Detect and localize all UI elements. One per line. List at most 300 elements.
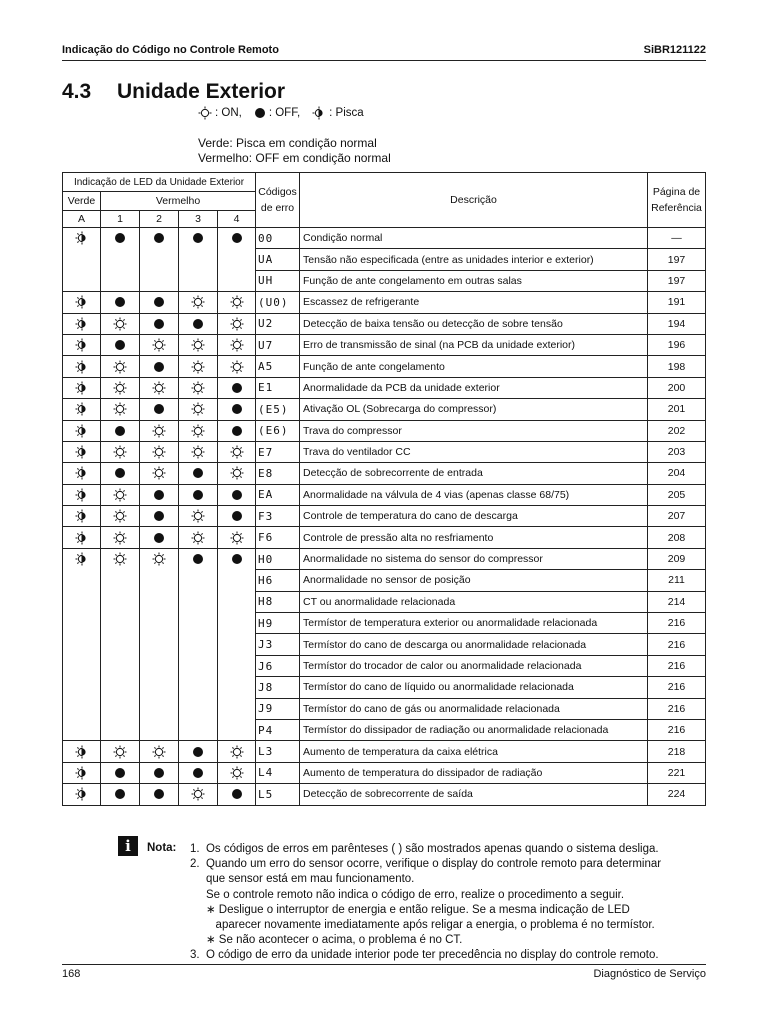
led-cell <box>140 741 179 762</box>
led-on-icon <box>101 531 139 545</box>
led-cell <box>179 334 218 355</box>
table-row <box>63 741 706 762</box>
reference-page: 191 <box>648 292 706 313</box>
led-off-icon <box>179 467 217 479</box>
led-on-icon <box>101 360 139 374</box>
led-off-icon <box>218 232 255 244</box>
led-cell <box>218 570 256 591</box>
led-off-icon <box>218 403 255 415</box>
table-row <box>63 548 706 569</box>
led-cell <box>218 463 256 484</box>
intro-green: Verde: Pisca em condição normal <box>198 136 377 150</box>
led-cell <box>140 527 179 548</box>
led-cell <box>140 719 179 740</box>
led-off-icon <box>218 510 255 522</box>
table-row <box>63 228 706 249</box>
led-cell <box>218 441 256 462</box>
reference-page: 196 <box>648 334 706 355</box>
led-off-icon <box>218 788 255 800</box>
led-cell <box>140 399 179 420</box>
led-off-icon <box>179 489 217 501</box>
reference-page: 194 <box>648 313 706 334</box>
error-description: Controle de pressão alta no resfriamento <box>300 527 648 548</box>
intro-red: Vermelho: OFF em condição normal <box>198 151 391 165</box>
error-code: (E6) <box>256 420 300 441</box>
table-row <box>63 399 706 420</box>
led-off-icon <box>179 746 217 758</box>
led-cell <box>101 249 140 270</box>
error-code: EA <box>256 484 300 505</box>
led-cell <box>179 463 218 484</box>
led-on-icon <box>140 424 178 438</box>
error-code: A5 <box>256 356 300 377</box>
table-row <box>63 634 706 655</box>
reference-page: 205 <box>648 484 706 505</box>
led-off-icon <box>101 788 139 800</box>
reference-page: 198 <box>648 356 706 377</box>
led-cell <box>218 249 256 270</box>
error-code: H9 <box>256 613 300 634</box>
error-code: J6 <box>256 655 300 676</box>
table-row <box>63 420 706 441</box>
error-description: Tensão não especificada (entre as unidades interior e exterior) <box>300 249 648 270</box>
table-row <box>63 334 706 355</box>
error-code: (E5) <box>256 399 300 420</box>
led-cell <box>63 548 101 569</box>
led-on-icon <box>179 445 217 459</box>
led-cell <box>218 591 256 612</box>
led-cell <box>140 356 179 377</box>
led-cell <box>218 506 256 527</box>
reference-page: 197 <box>648 270 706 291</box>
led-off-icon <box>140 788 178 800</box>
led-on-icon <box>140 338 178 352</box>
led-cell <box>101 698 140 719</box>
reference-page: 216 <box>648 655 706 676</box>
led-cell <box>218 356 256 377</box>
led-off-icon <box>101 767 139 779</box>
off-icon <box>254 107 266 119</box>
led-cell <box>140 591 179 612</box>
led-cell <box>179 613 218 634</box>
led-cell <box>140 377 179 398</box>
led-blink-icon <box>63 381 100 395</box>
reference-page: 216 <box>648 719 706 740</box>
error-code: F3 <box>256 506 300 527</box>
error-code: U2 <box>256 313 300 334</box>
led-cell <box>101 655 140 676</box>
table-row <box>63 655 706 676</box>
led-cell <box>218 484 256 505</box>
led-cell <box>63 741 101 762</box>
led-on-icon <box>218 360 255 374</box>
page-footer <box>62 968 706 980</box>
led-blink-icon <box>63 488 100 502</box>
led-cell <box>101 334 140 355</box>
error-code: 00 <box>256 228 300 249</box>
table-row <box>63 463 706 484</box>
error-code: U7 <box>256 334 300 355</box>
led-cell <box>140 784 179 805</box>
led-cell <box>179 356 218 377</box>
reference-page: — <box>648 228 706 249</box>
led-on-icon <box>140 381 178 395</box>
error-description: Trava do compressor <box>300 420 648 441</box>
led-on-icon <box>101 509 139 523</box>
led-cell <box>63 784 101 805</box>
page-header <box>62 44 706 58</box>
header-page: Página de Referência <box>648 173 706 228</box>
led-cell <box>179 677 218 698</box>
error-description: Termístor do cano de gás ou anormalidade relacionada <box>300 698 648 719</box>
led-cell <box>101 634 140 655</box>
led-cell <box>218 399 256 420</box>
footer-right: Diagnóstico de Serviço <box>593 968 706 980</box>
table-row <box>63 356 706 377</box>
led-cell <box>101 506 140 527</box>
reference-page: 216 <box>648 634 706 655</box>
led-cell <box>101 591 140 612</box>
led-cell <box>101 441 140 462</box>
note-item: 2. Quando um erro do sensor ocorre, verifique o display do controle remoto para determinar <box>190 858 662 871</box>
error-code: H6 <box>256 570 300 591</box>
error-description: Função de ante congelamento em outras salas <box>300 270 648 291</box>
led-on-icon <box>218 317 255 331</box>
error-code: J3 <box>256 634 300 655</box>
led-cell <box>179 441 218 462</box>
led-cell <box>218 719 256 740</box>
led-on-icon <box>179 295 217 309</box>
led-cell <box>101 420 140 441</box>
led-cell <box>218 420 256 441</box>
error-code: E7 <box>256 441 300 462</box>
led-blink-icon <box>63 445 100 459</box>
led-off-icon <box>101 339 139 351</box>
led-cell <box>140 228 179 249</box>
error-code: H8 <box>256 591 300 612</box>
table-row <box>63 613 706 634</box>
note-item: 1. Os códigos de erros em parênteses ( ) são mostrados apenas quando o sistema desliga. <box>190 843 659 855</box>
led-on-icon <box>101 552 139 566</box>
error-code: H0 <box>256 548 300 569</box>
table-row <box>63 506 706 527</box>
led-cell <box>140 762 179 783</box>
led-on-icon <box>218 338 255 352</box>
led-blink-icon <box>63 317 100 331</box>
led-legend <box>198 106 364 120</box>
section-title <box>62 80 285 104</box>
led-off-icon <box>179 553 217 565</box>
error-description: Termístor do cano de descarga ou anormalidade relacionada <box>300 634 648 655</box>
led-cell <box>218 228 256 249</box>
led-cell <box>63 292 101 313</box>
led-cell <box>63 484 101 505</box>
error-description: Detecção de sobrecorrente de saída <box>300 784 648 805</box>
led-cell <box>63 399 101 420</box>
led-on-icon <box>218 445 255 459</box>
led-on-icon <box>218 766 255 780</box>
led-cell <box>218 334 256 355</box>
header-right: SiBR121122 <box>643 44 706 56</box>
led-cell <box>179 570 218 591</box>
led-cell <box>63 356 101 377</box>
led-on-icon <box>140 745 178 759</box>
led-cell <box>63 313 101 334</box>
led-cell <box>101 292 140 313</box>
led-cell <box>218 613 256 634</box>
error-code: P4 <box>256 719 300 740</box>
led-cell <box>101 527 140 548</box>
led-cell <box>63 719 101 740</box>
note-item: 3. O código de erro da unidade interior pode ter precedência no display do controle remoto. <box>190 949 659 962</box>
led-cell <box>179 506 218 527</box>
led-cell <box>101 313 140 334</box>
header-left: Indicação do Código no Controle Remoto <box>62 44 279 56</box>
led-cell <box>140 655 179 676</box>
led-on-icon <box>179 402 217 416</box>
error-description: Termístor do trocador de calor ou anormalidade relacionada <box>300 655 648 676</box>
error-description: Termístor do cano de líquido ou anormalidade relacionada <box>300 677 648 698</box>
reference-page: 211 <box>648 570 706 591</box>
note-list <box>190 842 710 964</box>
page-number: 168 <box>62 968 81 980</box>
led-cell <box>101 784 140 805</box>
led-cell <box>140 270 179 291</box>
header-1: 1 <box>101 211 140 228</box>
header-codes: Códigos de erro <box>256 173 300 228</box>
led-cell <box>101 741 140 762</box>
led-cell <box>179 762 218 783</box>
header-red: Vermelho <box>101 192 256 211</box>
led-cell <box>101 613 140 634</box>
table-row <box>63 441 706 462</box>
led-cell <box>101 356 140 377</box>
led-cell <box>179 698 218 719</box>
led-cell <box>140 463 179 484</box>
led-cell <box>140 292 179 313</box>
led-cell <box>63 334 101 355</box>
led-code-table <box>62 172 706 806</box>
note-item: aparecer novamente imediatamente após religar a energia, o problema é no termístor. <box>190 919 655 932</box>
led-on-icon <box>101 317 139 331</box>
led-cell <box>101 570 140 591</box>
error-code: UH <box>256 270 300 291</box>
led-cell <box>63 420 101 441</box>
error-code: L4 <box>256 762 300 783</box>
led-cell <box>179 313 218 334</box>
note-item: que sensor está em mau funcionamento. <box>190 873 415 886</box>
reference-page: 197 <box>648 249 706 270</box>
led-cell <box>101 484 140 505</box>
note-item: ∗ Desligue o interruptor de energia e então religue. Se a mesma indicação de LED <box>190 903 630 916</box>
reference-page: 214 <box>648 591 706 612</box>
led-cell <box>140 698 179 719</box>
error-code: (U0) <box>256 292 300 313</box>
led-off-icon <box>101 296 139 308</box>
led-cell <box>218 548 256 569</box>
led-blink-icon <box>63 745 100 759</box>
led-cell <box>63 677 101 698</box>
led-on-icon <box>218 466 255 480</box>
reference-page: 221 <box>648 762 706 783</box>
table-row <box>63 570 706 591</box>
reference-page: 218 <box>648 741 706 762</box>
header-divider <box>62 60 706 61</box>
reference-page: 207 <box>648 506 706 527</box>
led-cell <box>218 784 256 805</box>
led-cell <box>140 634 179 655</box>
note-item: ∗ Se não acontecer o acima, o problema é no CT. <box>190 934 463 947</box>
led-on-icon <box>218 531 255 545</box>
led-cell <box>179 527 218 548</box>
led-blink-icon <box>63 231 100 245</box>
led-cell <box>63 698 101 719</box>
error-code: L5 <box>256 784 300 805</box>
led-off-icon <box>101 425 139 437</box>
led-cell <box>218 270 256 291</box>
led-cell <box>63 613 101 634</box>
table-row <box>63 527 706 548</box>
led-on-icon <box>218 745 255 759</box>
legend-on-label: : ON, <box>215 107 242 119</box>
reference-page: 202 <box>648 420 706 441</box>
led-cell <box>218 655 256 676</box>
led-off-icon <box>218 489 255 501</box>
led-cell <box>179 377 218 398</box>
led-cell <box>179 249 218 270</box>
led-cell <box>101 762 140 783</box>
led-on-icon <box>218 295 255 309</box>
led-cell <box>63 634 101 655</box>
error-description: Anormalidade da PCB da unidade exterior <box>300 377 648 398</box>
led-blink-icon <box>63 295 100 309</box>
led-on-icon <box>140 445 178 459</box>
led-on-icon <box>101 745 139 759</box>
led-off-icon <box>179 232 217 244</box>
note-item: Se o controle remoto não indica o código de erro, realize o procedimento a seguir. <box>190 888 625 901</box>
error-description: Anormalidade no sensor de posição <box>300 570 648 591</box>
led-off-icon <box>140 532 178 544</box>
led-off-icon <box>101 467 139 479</box>
led-on-icon <box>179 531 217 545</box>
led-cell <box>179 719 218 740</box>
section-name: Unidade Exterior <box>117 80 286 103</box>
led-on-icon <box>179 381 217 395</box>
led-on-icon <box>179 338 217 352</box>
header-2: 2 <box>140 211 179 228</box>
led-on-icon <box>140 466 178 480</box>
error-description: Erro de transmissão de sinal (na PCB da unidade exterior) <box>300 334 648 355</box>
error-code: E8 <box>256 463 300 484</box>
error-description: Aumento de temperatura da caixa elétrica <box>300 741 648 762</box>
error-code: J8 <box>256 677 300 698</box>
led-blink-icon <box>63 424 100 438</box>
led-cell <box>218 762 256 783</box>
led-off-icon <box>140 318 178 330</box>
error-description: Trava do ventilador CC <box>300 441 648 462</box>
led-blink-icon <box>63 402 100 416</box>
error-description: Aumento de temperatura do dissipador de radiação <box>300 762 648 783</box>
error-code: J9 <box>256 698 300 719</box>
error-description: Anormalidade na válvula de 4 vias (apenas classe 68/75) <box>300 484 648 505</box>
led-on-icon <box>179 360 217 374</box>
led-cell <box>218 634 256 655</box>
led-cell <box>218 677 256 698</box>
table-row <box>63 377 706 398</box>
header-3: 3 <box>179 211 218 228</box>
table-row <box>63 270 706 291</box>
table-row <box>63 677 706 698</box>
led-cell <box>218 377 256 398</box>
led-cell <box>179 591 218 612</box>
table-row <box>63 762 706 783</box>
led-cell <box>63 570 101 591</box>
led-on-icon <box>179 424 217 438</box>
info-icon: i <box>118 836 138 856</box>
led-cell <box>63 441 101 462</box>
reference-page: 216 <box>648 677 706 698</box>
led-on-icon <box>101 402 139 416</box>
led-cell <box>140 334 179 355</box>
table-row <box>63 591 706 612</box>
led-blink-icon <box>63 338 100 352</box>
header-green: Verde <box>63 192 101 211</box>
led-cell <box>140 548 179 569</box>
led-cell <box>218 313 256 334</box>
led-off-icon <box>140 403 178 415</box>
footer-divider <box>62 964 706 965</box>
reference-page: 216 <box>648 698 706 719</box>
led-cell <box>140 570 179 591</box>
led-blink-icon <box>63 509 100 523</box>
led-cell <box>101 399 140 420</box>
error-description: Termístor de temperatura exterior ou anormalidade relacionada <box>300 613 648 634</box>
led-cell <box>179 399 218 420</box>
error-description: Ativação OL (Sobrecarga do compressor) <box>300 399 648 420</box>
led-off-icon <box>140 296 178 308</box>
led-cell <box>63 249 101 270</box>
error-code: F6 <box>256 527 300 548</box>
table-row <box>63 313 706 334</box>
led-cell <box>140 506 179 527</box>
header-description: Descrição <box>300 173 648 228</box>
error-description: Termístor do dissipador de radiação ou anormalidade relacionada <box>300 719 648 740</box>
led-cell <box>179 634 218 655</box>
led-cell <box>140 249 179 270</box>
reference-page: 203 <box>648 441 706 462</box>
led-cell <box>63 762 101 783</box>
header-a: A <box>63 211 101 228</box>
led-blink-icon <box>63 766 100 780</box>
led-cell <box>101 677 140 698</box>
reference-page: 201 <box>648 399 706 420</box>
led-cell <box>179 484 218 505</box>
led-cell <box>140 677 179 698</box>
led-cell <box>218 527 256 548</box>
error-description: Controle de temperatura do cano de descarga <box>300 506 648 527</box>
table-row <box>63 698 706 719</box>
led-cell <box>63 655 101 676</box>
led-cell <box>101 377 140 398</box>
led-off-icon <box>140 361 178 373</box>
led-cell <box>179 784 218 805</box>
led-cell <box>179 655 218 676</box>
reference-page: 208 <box>648 527 706 548</box>
led-cell <box>63 506 101 527</box>
led-cell <box>63 377 101 398</box>
led-cell <box>63 591 101 612</box>
led-off-icon <box>179 767 217 779</box>
